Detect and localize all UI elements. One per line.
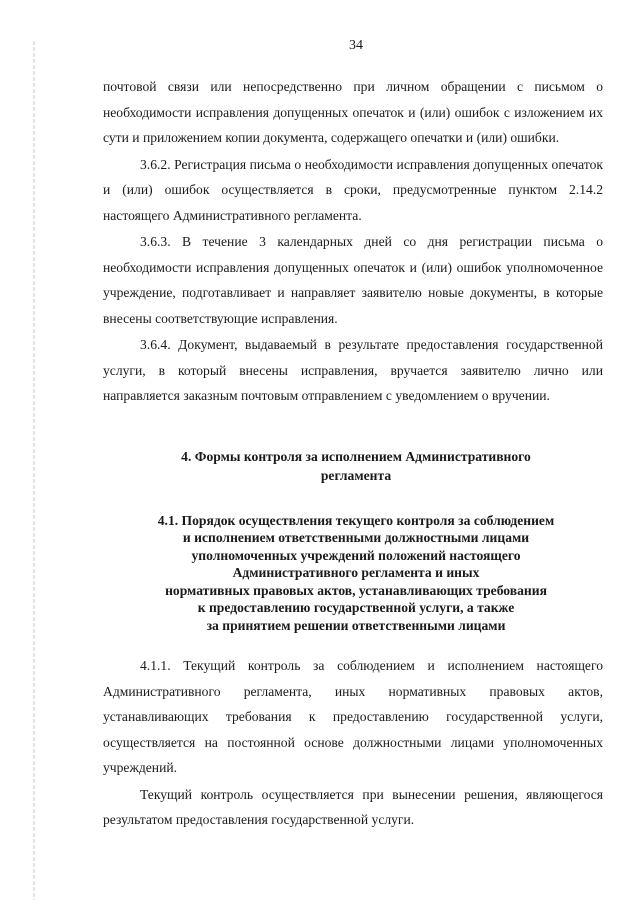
page-number: 34	[349, 38, 363, 53]
paragraph-4-1-1: 4.1.1. Текущий контроль за соблюдением и исполнением настоящего Административного регламента, иных нормативных правовых актов, устанавливающих требования к предоставлению государственной услуги, осуществляется на постоянной основе должностными лицами уполномоченных учреждений.	[103, 658, 603, 775]
spacer	[103, 634, 603, 652]
document-page	[103, 38, 603, 833]
subsection-heading-line: и исполнением ответственными должностными лицами	[182, 530, 530, 545]
subsection-heading-line: к предоставлению государственной услуги, а также	[197, 600, 515, 615]
spacer	[103, 409, 603, 447]
section-heading	[103, 447, 603, 486]
spacer	[103, 486, 603, 512]
subsection-heading-line: за принятием решении ответственными лицами	[206, 617, 506, 633]
subsection-heading-line: 4.1. Порядок осуществления текущего контроля за соблюдением	[157, 512, 555, 528]
section-heading-line-2: регламента	[320, 468, 392, 483]
paragraph-3-6-3: 3.6.3. В течение 3 календарных дней со дня регистрации письма о необходимости исправления допущенных опечаток и (или) ошибок уполномоченное учреждение, подготавливает и направляет заявителю новые документы, в которые внесены соответствующие исправления.	[103, 234, 603, 326]
paragraph-current-control: Текущий контроль осуществляется при вынесении решения, являющегося результатом предоставления государственной услуги.	[103, 786, 603, 827]
subsection-heading-line: Административного регламента и иных	[232, 565, 480, 580]
paragraph-3-6-2: 3.6.2. Регистрация письма о необходимости исправления допущенных опечаток и (или) ошибок осуществляется в сроки, предусмотренные пунктом 2.14.2 настоящего Административного регламента.	[103, 156, 603, 223]
subsection-heading-line: нормативных правовых актов, устанавливающих требования	[165, 582, 547, 598]
paragraph-continuation: почтовой связи или непосредственно при личном обращении с письмом о необходимости исправления допущенных опечаток и (или) ошибок с изложением их сути и приложением копии документа, содержащего опечатки и (или) ошибки.	[103, 79, 603, 145]
subsection-heading	[103, 512, 603, 635]
section-heading-line-1: 4. Формы контроля за исполнением Административного	[181, 448, 531, 464]
paragraph-3-6-4: 3.6.4. Документ, выдаваемый в результате предоставления государственной услуги, в который внесены исправления, вручается заявителю лично или направляется заказным почтовым отправлением с уведомлением о вручении.	[103, 337, 603, 403]
scan-margin-dots	[33, 40, 35, 900]
subsection-heading-line: уполномоченных учреждений положений настоящего	[191, 547, 521, 563]
